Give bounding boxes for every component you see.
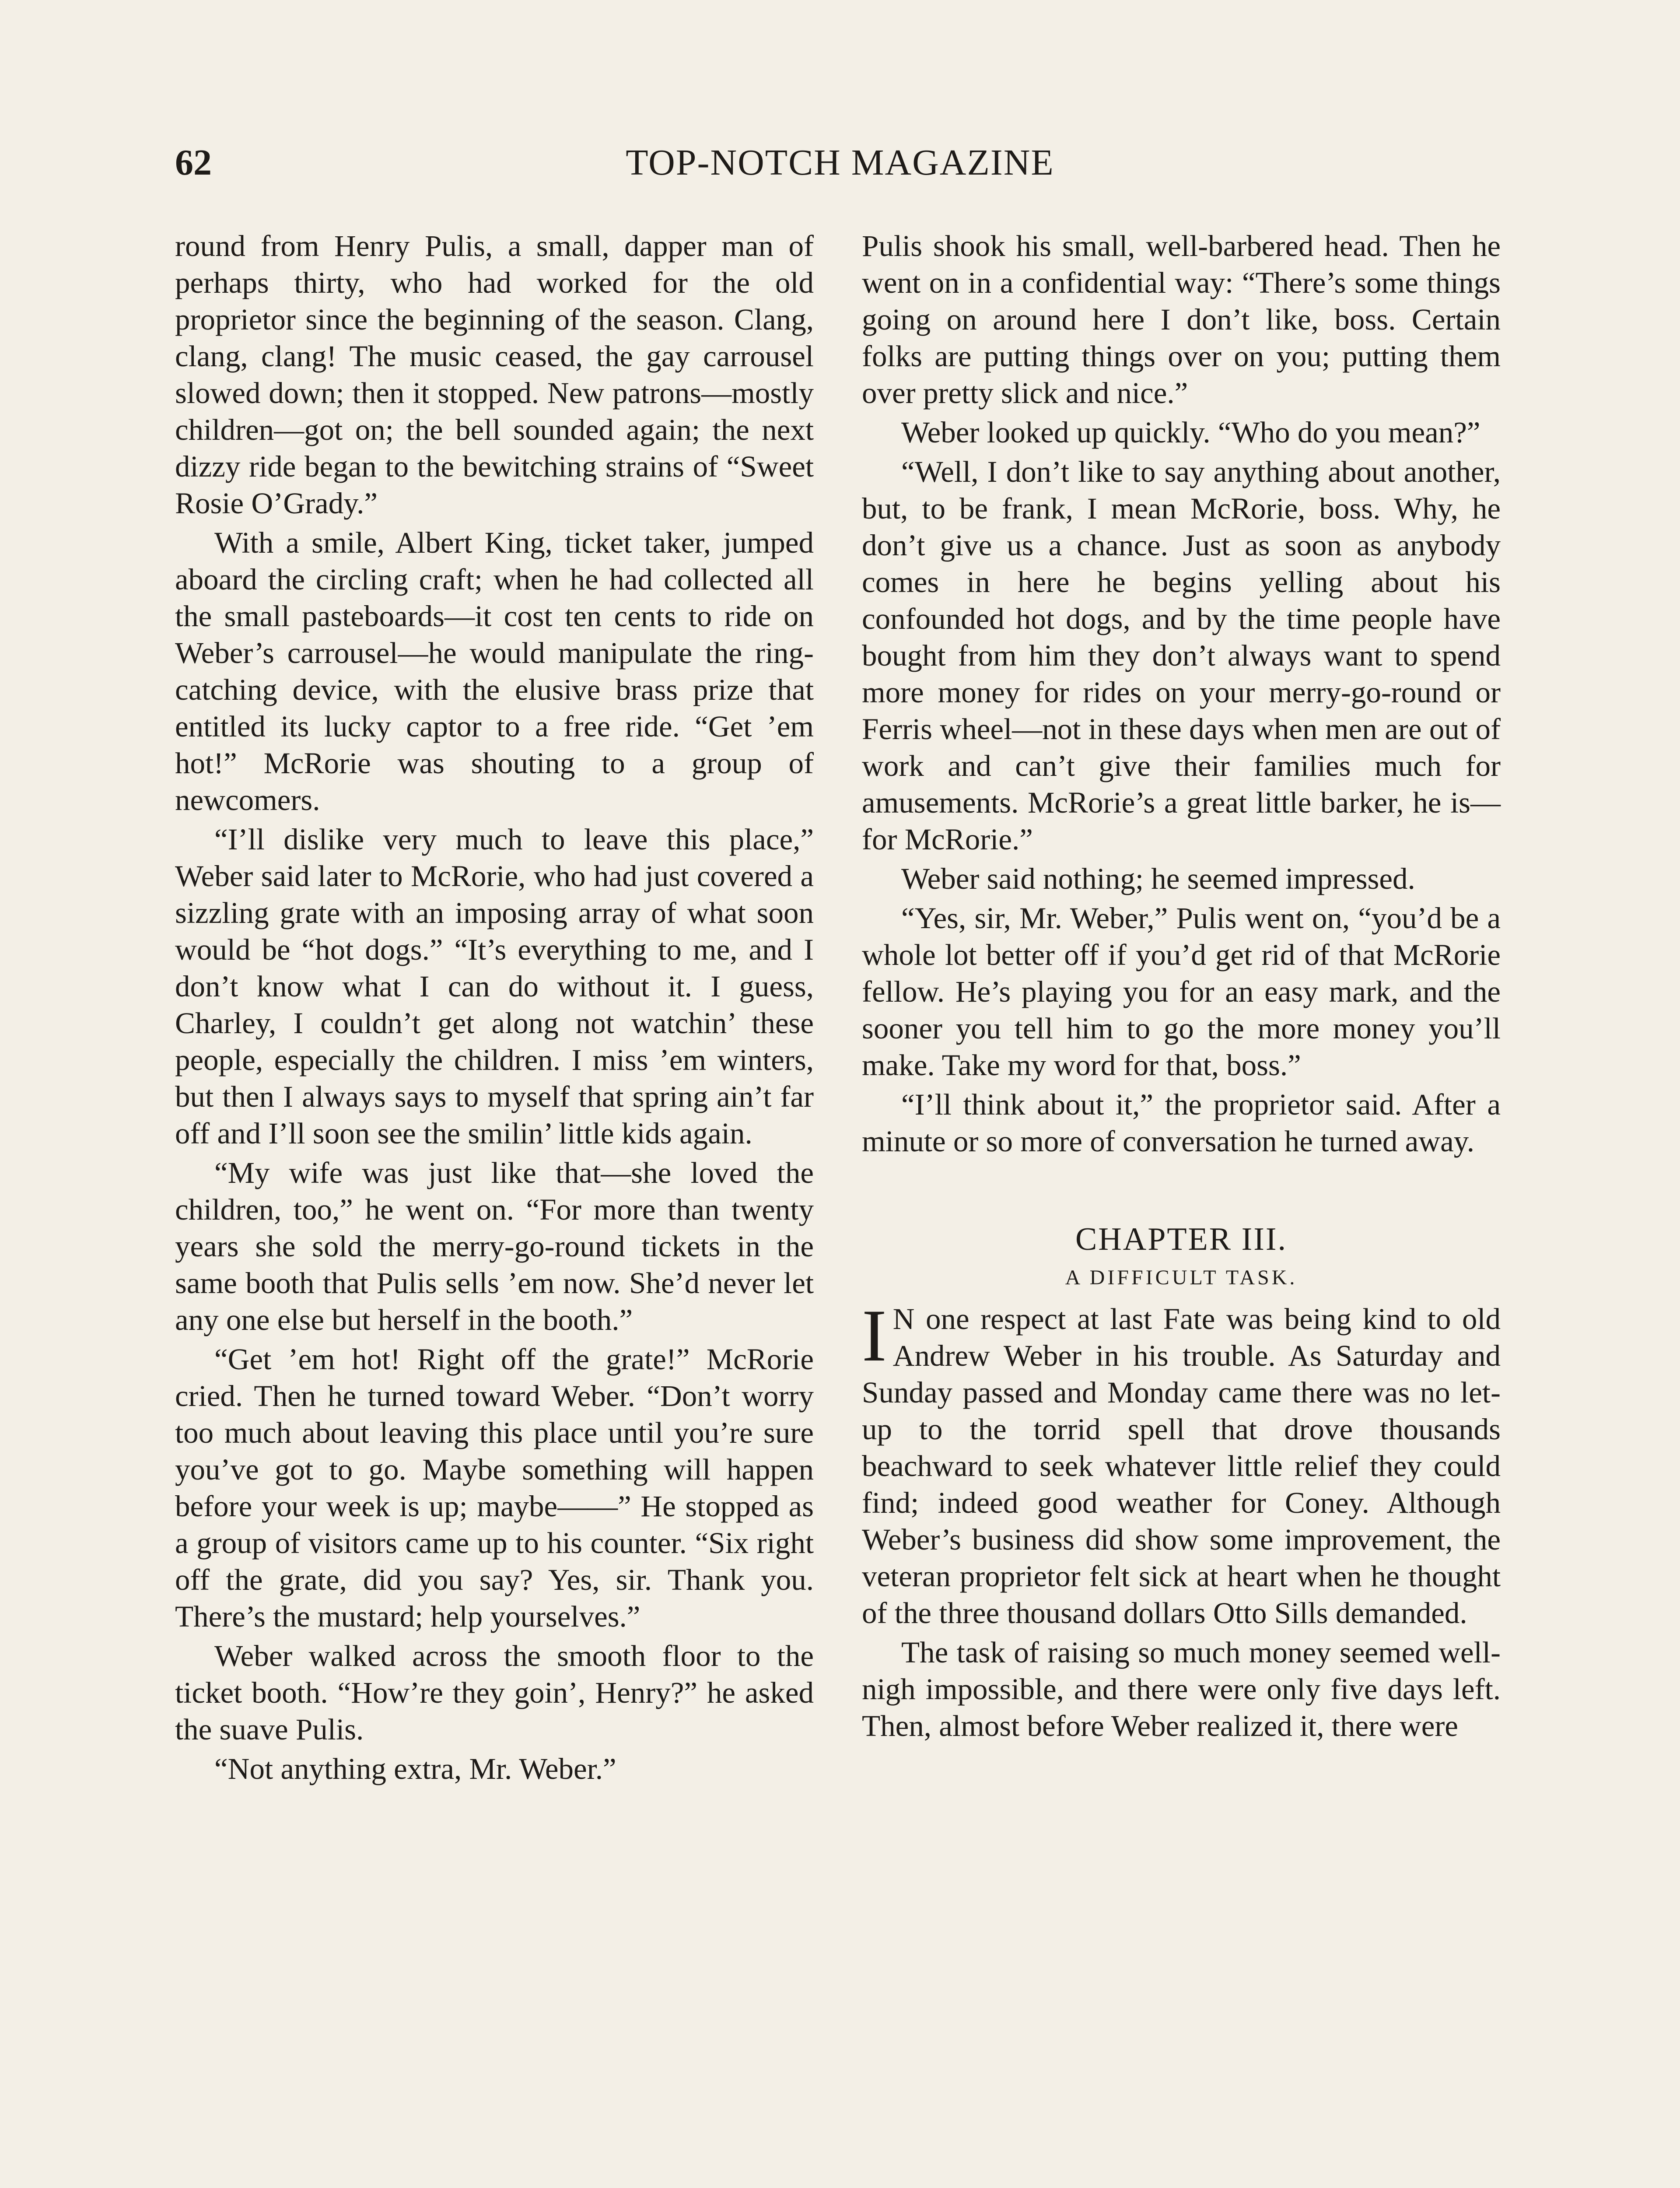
right-column (862, 228, 1501, 1747)
paragraph: “Well, I don’t like to say anything about another, but, to be frank, I mean McRorie, boss. Why, he don’t give us a chance. Just as soon as anybody comes in here he begins yelling about his confounded hot dogs, and by the time people have bought from him they don’t always want to spend more money for rides on your merry-go-round or Ferris wheel—not in these days when men are out of work and can’t give their families much for amusements. McRorie’s a great little barker, he is—for McRorie.” (862, 455, 1501, 856)
chapter-heading: CHAPTER III. (1075, 1221, 1288, 1257)
running-head: TOP-NOTCH MAGAZINE (626, 142, 1054, 183)
paragraph: “Get ’em hot! Right off the grate!” McRorie cried. Then he turned toward Weber. “Don’t worry too much about leaving this place until you’re sure you’ve got to go. Maybe something will happen before your week is up; maybe——” He stopped as a group of visitors came up to his counter. “Six right off the grate, did you say? Yes, sir. Thank you. There’s the mustard; help yourselves.” (175, 1343, 814, 1633)
paragraph: “I’ll dislike very much to leave this place,” Weber said later to McRorie, who had just covered a sizzling grate with an imposing array of what soon would be “hot dogs.” “It’s everything to me, and I don’t know what I can do without it. I guess, Charley, I couldn’t get along not watchin’ these people, especially the children. I miss ’em winters, but then I always says to myself that spring ain’t far off and I’ll soon see the smilin’ little kids again. (175, 823, 814, 1150)
left-column (175, 228, 814, 1790)
paragraph: With a smile, Albert King, ticket taker, jumped aboard the circling craft; when he had collected all the small pasteboards—it cost ten cents to ride on Weber’s carrousel—he would manipulate the ring-catching device, with the elusive brass prize that entitled its lucky captor to a free ride. “Get ’em hot!” McRorie was shouting to a group of newcomers. (175, 526, 814, 817)
paragraph: “Yes, sir, Mr. Weber,” Pulis went on, “you’d be a whole lot better off if you’d get rid of that McRorie fellow. He’s playing you for an easy mark, and the sooner you tell him to go the more money you’ll make. Take my word for that, boss.” (862, 901, 1501, 1082)
chapter-subtitle: A DIFFICULT TASK. (1065, 1266, 1298, 1289)
paragraph: Pulis shook his small, well-barbered head. Then he went on in a confidential way: “There’s some things going on around here I don’t like, boss. Certain folks are putting things over on you; putting them over pretty slick and nice.” (862, 229, 1501, 410)
paragraph: “My wife was just like that—she loved the children, too,” he went on. “For more than twenty years she sold the merry-go-round tickets in the same booth that Pulis sells ’em now. She’d never let any one else but herself in the booth.” (175, 1156, 814, 1336)
chapter-opening-text: N one respect at last Fate was being kind to old Andrew Weber in his trouble. As Saturday and Sunday passed and Monday came there was no let-up to the torrid spell that drove thousands beachward to seek whatever little relief they could find; indeed good weather for Coney. Although Weber’s business did show some improvement, the veteran proprietor felt sick at heart when he thought of the three thousand dollars Otto Sills demanded. (862, 1302, 1501, 1630)
paragraph: Weber looked up quickly. “Who do you mean?” (901, 416, 1480, 449)
paragraph: The task of raising so much money seemed well-nigh impossible, and there were only five days left. Then, almost before Weber realized it, there were (862, 1636, 1501, 1743)
drop-cap: I (862, 1294, 887, 1377)
paragraph: Weber walked across the smooth floor to the ticket booth. “How’re they goin’, Henry?” he asked the suave Pulis. (175, 1639, 814, 1746)
paragraph: “Not anything extra, Mr. Weber.” (214, 1752, 616, 1785)
paragraph: round from Henry Pulis, a small, dapper man of perhaps thirty, who had worked for the old proprietor since the beginning of the season. Clang, clang, clang! The music ceased, the gay carrousel slowed down; then it stopped. New patrons—mostly children—got on; the bell sounded again; the next dizzy ride began to the bewitching strains of “Sweet Rosie O’Grady.” (175, 229, 814, 520)
page-number: 62 (175, 142, 212, 183)
chapter-opening-paragraph (862, 1294, 1501, 1631)
paragraph: “I’ll think about it,” the proprietor said. After a minute or so more of conversation he turned away. (862, 1088, 1501, 1158)
paragraph: Weber said nothing; he seemed impressed. (901, 862, 1415, 895)
